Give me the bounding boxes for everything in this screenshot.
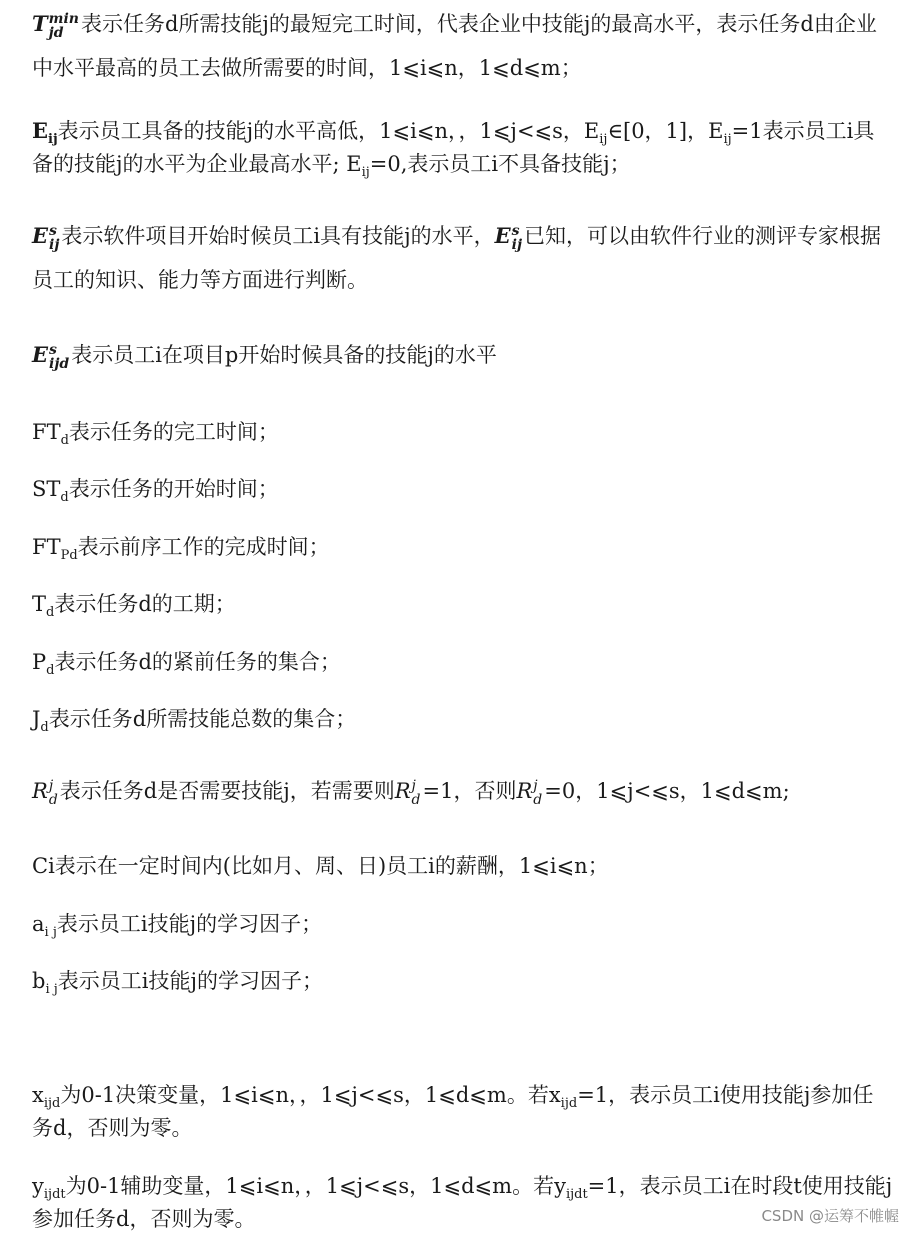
- symbol-ci: Ci: [32, 854, 55, 878]
- symbol-ft: FT: [32, 535, 61, 559]
- symbol-e-sub: ijd: [49, 355, 70, 372]
- symbol-a: a: [32, 912, 45, 936]
- paragraph-text: 表示员工i技能j的学习因子；: [56, 912, 323, 936]
- symbol-e-sup: s: [49, 222, 57, 239]
- symbol-t: T: [32, 11, 48, 36]
- symbol-e: E: [32, 223, 49, 248]
- symbol-st-sub: d: [60, 490, 69, 506]
- symbol-e: E: [32, 342, 49, 367]
- symbol-t-sup: min: [48, 10, 79, 27]
- symbol-t-sub: d: [46, 605, 55, 621]
- paragraph-ft-pd: [32, 532, 894, 562]
- paragraph-y-ijdt: [32, 1170, 894, 1236]
- symbol-a-sub: i j: [44, 925, 57, 941]
- symbol-t-sub: jd: [48, 24, 64, 41]
- paragraph-text: 表示任务d是否需要技能j，若需要则: [59, 779, 395, 803]
- paragraph-e-s-ij: [32, 214, 894, 302]
- inline-sub-3: ij: [361, 165, 370, 181]
- symbol-st: ST: [32, 477, 61, 501]
- inline-sub: ij: [599, 132, 608, 148]
- inline-sub-2: ij: [723, 132, 732, 148]
- symbol-x: x: [32, 1083, 44, 1107]
- csdn-watermark: CSDN @运筹不帷幄: [761, 1207, 899, 1225]
- paragraph-text-3: =1表示员工i具备的技能j的水平为企业最高水平; E: [32, 119, 875, 176]
- symbol-e-scripts: [49, 343, 69, 371]
- symbol-e-repeat: E: [494, 223, 511, 248]
- paragraph-st-d: [32, 474, 894, 504]
- symbol-r-repeat-scripts: [412, 779, 421, 807]
- symbol-j: J: [32, 707, 41, 731]
- paragraph-text: 表示软件项目开始时候员工i具有技能j的水平，: [61, 224, 495, 248]
- paragraph-text: 表示任务的完工时间；: [68, 420, 279, 444]
- paragraph-text-2: =1，表示员工i在时段t使用技能j参加任务d，否则为零。: [32, 1174, 893, 1231]
- paragraph-j-d: [32, 704, 894, 734]
- symbol-e-repeat-sub: ij: [511, 236, 523, 253]
- paragraph-t-min: [32, 2, 894, 90]
- paragraph-text-2: 已知，可以由软件行业的测评专家根据员工的知识、能力等方面进行判断。: [32, 224, 882, 292]
- paragraph-text: 表示任务d所需技能总数的集合；: [48, 707, 357, 731]
- paragraph-text: 表示员工具备的技能j的水平高低，1⩽i⩽n，，1⩽j<⩽s，E: [57, 119, 600, 143]
- symbol-e-sub: ij: [49, 236, 60, 253]
- paragraph-text: 表示员工i在项目p开始时候具备的技能j的水平: [71, 343, 497, 367]
- paragraph-text: 表示前序工作的完成时间；: [77, 535, 330, 559]
- inline-sub: ijdt: [565, 1187, 588, 1203]
- paragraph-ft-d: [32, 417, 894, 447]
- paragraph-text: 表示任务的开始时间；: [68, 477, 279, 501]
- symbol-r-repeat-2: R: [516, 779, 533, 803]
- symbol-p: P: [32, 650, 47, 674]
- paragraph-text-3: =0，1⩽j<⩽s，1⩽d⩽m;: [544, 779, 790, 803]
- paragraph-text: 为0-1决策变量，1⩽i⩽n，，1⩽j<⩽s，1⩽d⩽m。若x: [60, 1083, 561, 1107]
- paragraph-r-d-j: [32, 776, 894, 807]
- paragraph-text-4: =0,表示员工i不具备技能j；: [369, 152, 631, 176]
- symbol-e-sub: ij: [48, 132, 58, 148]
- symbol-r-sub: d: [48, 791, 58, 808]
- symbol-r-scripts: [49, 779, 58, 807]
- symbol-y: y: [32, 1174, 44, 1198]
- symbol-r-repeat-2-scripts: [533, 779, 542, 807]
- symbol-r-repeat-sub: d: [411, 791, 421, 808]
- symbol-t-scripts: [49, 12, 79, 40]
- paragraph-text-2: ∈[0，1]，E: [607, 119, 724, 143]
- paragraph-text: 表示任务d所需技能j的最短完工时间，代表企业中技能j的最高水平，表示任务d由企业中水平最高的员工去做所需要的时间，1⩽i⩽n，1⩽d⩽m；: [32, 12, 877, 80]
- paragraph-text: 表示员工i技能j的学习因子；: [57, 969, 324, 993]
- paragraph-e-s-ijd: [32, 340, 894, 371]
- paragraph-x-ijd: [32, 1079, 894, 1145]
- paragraph-p-d: [32, 647, 894, 677]
- symbol-e-scripts: [49, 224, 59, 252]
- symbol-r-repeat-sup: j: [411, 777, 416, 794]
- symbol-e-repeat-sup: s: [511, 222, 520, 239]
- symbol-t: T: [32, 592, 47, 616]
- symbol-b-sub: i j: [45, 982, 58, 998]
- paragraph-e-ij: [32, 114, 894, 181]
- paragraph-text-2: =1，表示员工i使用技能j参加任务d，否则为零。: [32, 1083, 874, 1140]
- inline-sub: ijd: [560, 1096, 578, 1112]
- symbol-e-sup: s: [49, 341, 57, 358]
- paragraph-text: 表示任务d的工期；: [54, 592, 236, 616]
- paragraph-a-ij: [32, 909, 894, 939]
- symbol-r-repeat: R: [394, 779, 411, 803]
- symbol-j-sub: d: [40, 720, 49, 736]
- paragraph-text-2: =1，否则: [422, 779, 517, 803]
- paragraph-text: 表示在一定时间内(比如月、周、日)员工i的薪酬，1⩽i⩽n；: [54, 854, 609, 878]
- paragraph-text: 为0-1辅助变量，1⩽i⩽n，，1⩽j<⩽s，1⩽d⩽m。若y: [65, 1174, 566, 1198]
- symbol-x-sub: ijd: [43, 1096, 61, 1112]
- symbol-r-sup: j: [48, 777, 54, 794]
- paragraph-text: 表示任务d的紧前任务的集合；: [54, 650, 341, 674]
- symbol-r-repeat-2-sub: d: [533, 791, 543, 808]
- symbol-y-sub: ijdt: [43, 1187, 66, 1203]
- paragraph-ci: [32, 851, 894, 881]
- paragraph-b-ij: [32, 966, 894, 996]
- symbol-ft-sub: Pd: [60, 548, 78, 564]
- symbol-ft-sub: d: [60, 433, 69, 449]
- symbol-b: b: [32, 969, 46, 993]
- symbol-ft: FT: [32, 420, 61, 444]
- symbol-e: E: [32, 118, 49, 143]
- symbol-e-repeat-scripts: [512, 224, 522, 252]
- symbol-p-sub: d: [46, 663, 55, 679]
- paragraph-t-d: [32, 589, 894, 619]
- symbol-r-repeat-2-sup: j: [533, 777, 538, 794]
- symbol-r: R: [32, 779, 48, 803]
